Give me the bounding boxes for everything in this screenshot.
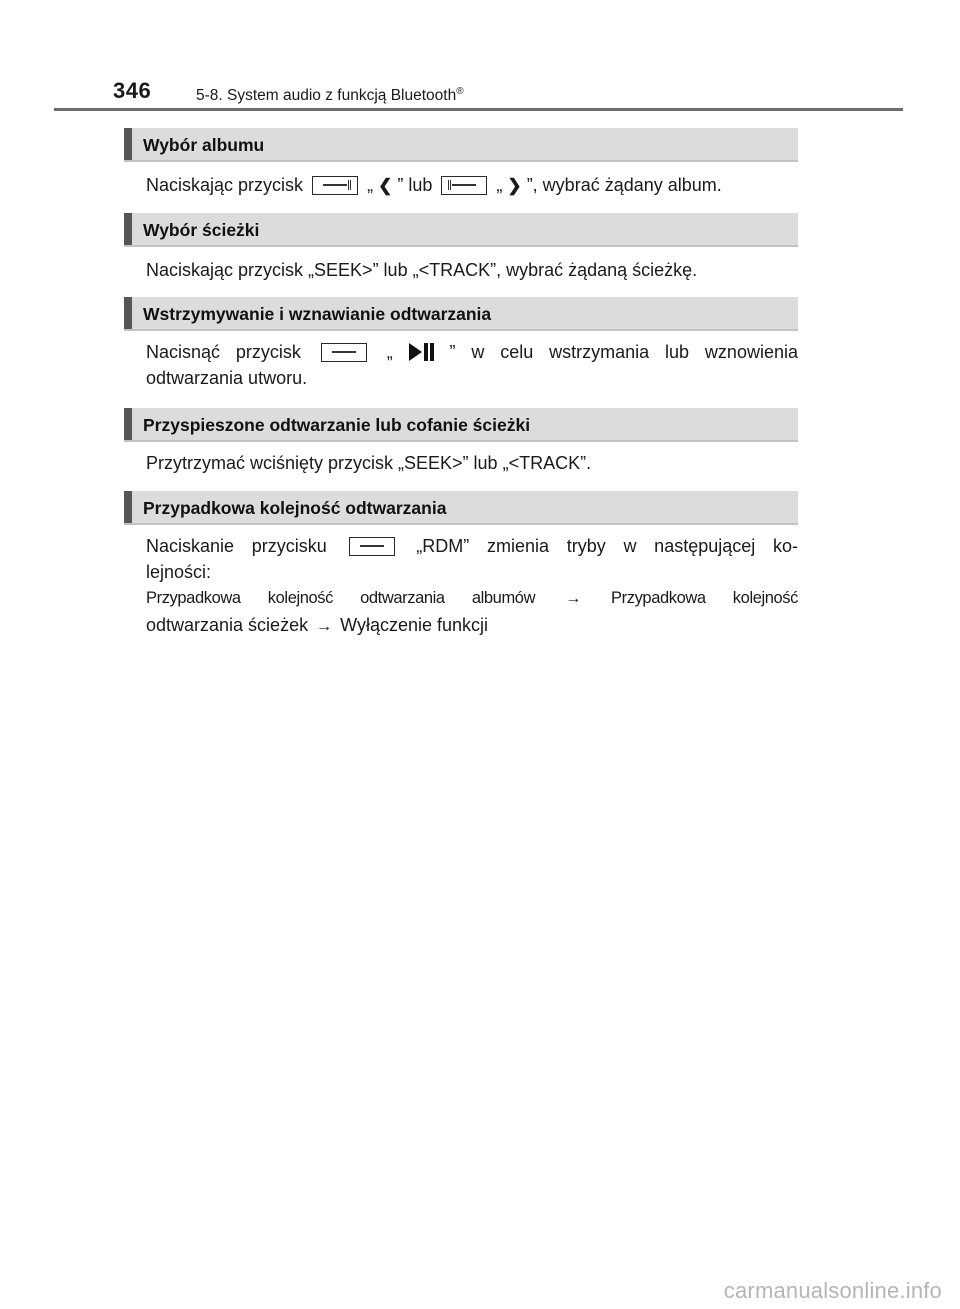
section-title: Przyspieszone odtwarzanie lub cofanie ścieżki (143, 415, 531, 435)
quote-open: „ (386, 342, 393, 362)
text: Nacisnąć przycisk (146, 342, 301, 362)
heading-bar (124, 297, 132, 329)
mode-albums: Przypadkowa kolejność odtwarzania albumów (146, 589, 536, 607)
album-instructions (146, 172, 798, 199)
text: ” w celu wstrzymania lub wznowienia (449, 342, 798, 362)
chapter-text: 5-8. System audio z funkcją Bluetooth (196, 87, 457, 105)
heading-bar (124, 128, 132, 160)
section-heading-seek (124, 408, 798, 442)
registered-mark: ® (456, 86, 464, 97)
text: Naciskając przycisk (146, 175, 304, 195)
chapter-title (196, 86, 464, 105)
heading-bar (124, 408, 132, 440)
album-button-icon (441, 176, 487, 195)
pause-line-1 (146, 339, 798, 365)
page-number: 346 (113, 78, 152, 103)
play-pause-icon (409, 343, 434, 361)
chevron-right-icon: ❯ (507, 176, 522, 195)
track-instructions: Naciskając przycisk „SEEK>” lub „<TRACK”, wybrać żądaną ścieżkę. (146, 260, 698, 280)
section-heading-random (124, 491, 798, 525)
random-mode-line (146, 585, 798, 612)
heading-bar (124, 491, 132, 523)
section-title: Wstrzymywanie i wznawianie odtwarzania (143, 304, 492, 324)
text: Naciskanie przycisku (146, 536, 327, 556)
random-mode-line-2 (146, 612, 798, 640)
pause-line-2: odtwarzania utworu. (146, 368, 308, 388)
text: „RDM” zmienia tryby w następującej ko- (416, 536, 798, 556)
heading-bar (124, 213, 132, 245)
header-rule (54, 108, 903, 111)
quote-close-lub: ” lub (397, 175, 433, 195)
album-button-icon (312, 176, 358, 195)
mode-off: Wyłączenie funkcji (340, 615, 489, 635)
quote-open: „ (496, 175, 503, 195)
chevron-left-icon: ❮ (378, 176, 393, 195)
pause-instructions (146, 339, 798, 391)
random-line-1 (146, 533, 798, 559)
section-heading-pause (124, 297, 798, 331)
arrow-right-icon: → (565, 590, 581, 607)
seek-instructions: Przytrzymać wciśnięty przycisk „SEEK>” lub „<TRACK”. (146, 453, 592, 473)
section-heading-track (124, 213, 798, 247)
section-title: Wybór albumu (143, 135, 265, 155)
section-heading-album (124, 128, 798, 162)
rdm-button-icon (349, 537, 395, 556)
arrow-right-icon: → (316, 618, 333, 635)
section-title: Wybór ścieżki (143, 220, 260, 240)
section-title: Przypadkowa kolejność odtwarzania (143, 498, 447, 518)
play-pause-button-icon (321, 343, 367, 362)
random-instructions (146, 533, 798, 640)
mode-tracks: Przypadkowa kolejność (611, 589, 798, 607)
text-end: ”, wybrać żądany album. (526, 175, 722, 195)
mode-tracks-cont: odtwarzania ścieżek (146, 615, 309, 635)
random-line-2: lejności: (146, 562, 212, 582)
quote-open: „ (367, 175, 374, 195)
watermark: carmanualsonline.info (723, 1278, 942, 1303)
